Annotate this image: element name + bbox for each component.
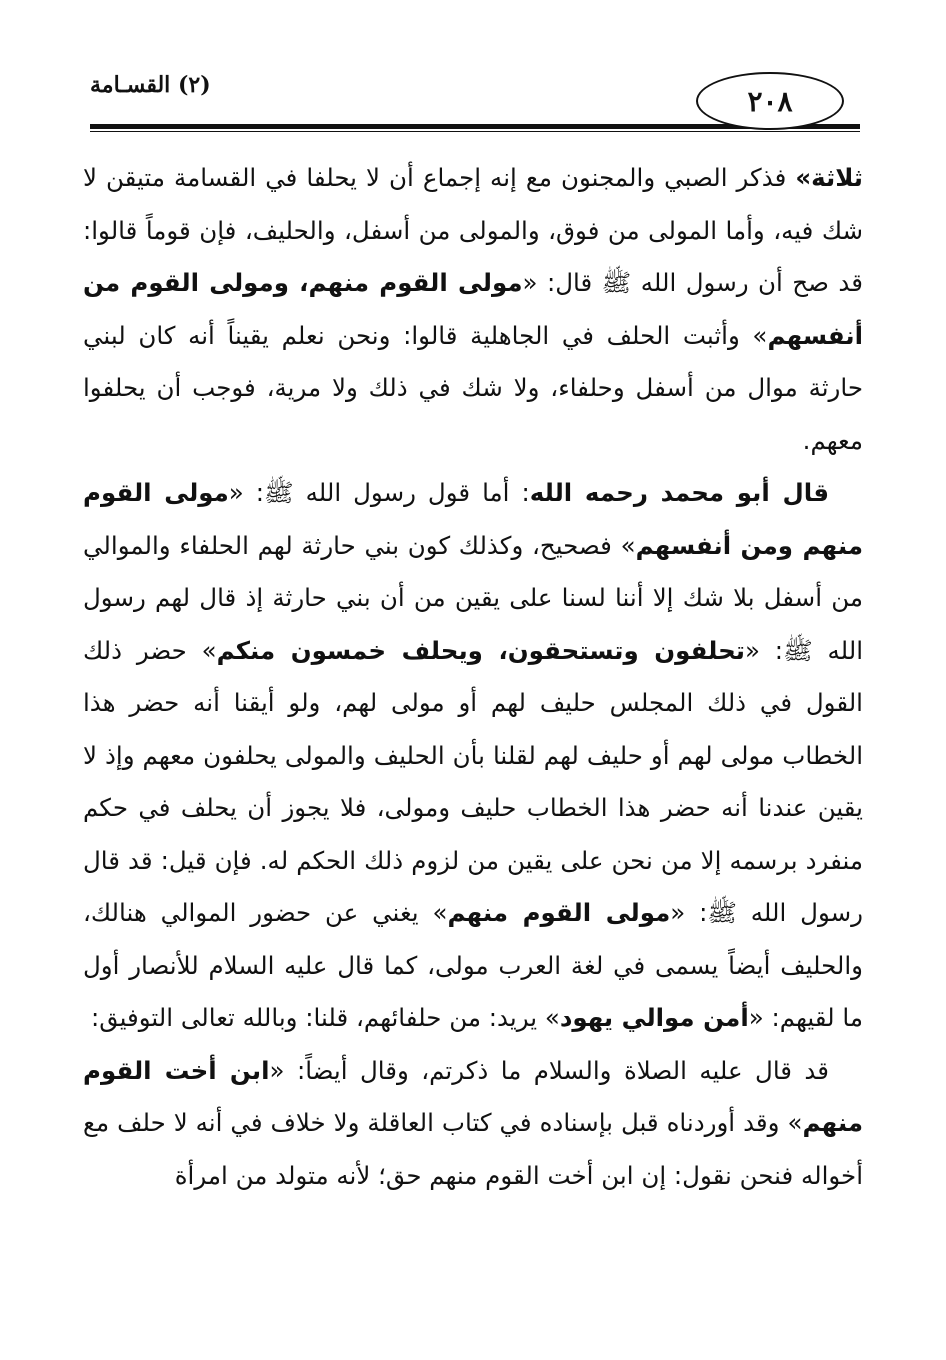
page-header — [90, 62, 860, 134]
bold-text: مولى القوم منهم، ومولى القوم من أنفسهم — [83, 268, 863, 350]
text-run: فذكر الصبي والمجنون مع إنه إجماع أن لا يحلفا في القسامة متيقن لا شك فيه، وأما المولى من فوق، والمولى من أسفل، والحليف، فإن قوماً قالوا: قد صح أن رسول الله ﷺ قال: « — [83, 163, 863, 297]
text-run: » يغني عن حضور الموالي هنالك، والحليف أيضاً يسمى في لغة العرب مولى، كما قال عليه السلام للأنصار أول ما لقيهم: « — [83, 898, 863, 1032]
text-run: » حضر ذلك القول في ذلك المجلس حليف لهم أو مولى لهم، ولو أيقنا أنه حضر هذا الخطاب مولى لهم أو حليف لهم لقلنا بأن الحليف والمولى يحلفون معهم وإذ لا يقين عندنا أنه حضر هذا الخطاب حليف ومولى، فلا يجوز أن يحلف في حكم منفرد برسمه إلا من نحن على يقين من لزوم ذلك الحكم له. فإن قيل: قد قال رسول الله ﷺ: « — [83, 635, 863, 927]
bold-text: ابن أخت القوم منهم — [83, 1055, 863, 1137]
text-run: قد قال عليه الصلاة والسلام ما ذكرتم، وقال أيضاً: « — [269, 1055, 830, 1085]
header-rule-thin — [90, 131, 860, 132]
bold-text: تحلفون وتستحقون، ويحلف خمسون منكم — [216, 635, 745, 665]
bold-text: مولى القوم منهم — [447, 898, 671, 927]
bold-text: قال أبو محمد رحمه الله — [529, 478, 829, 507]
paragraph — [83, 152, 863, 467]
page-number: ٢٠٨ — [696, 72, 844, 130]
body-text — [83, 152, 863, 1202]
text-run: » فصحيح، وكذلك كون بني حارثة لهم الحلفاء والموالي من أسفل بلا شك إلا أننا لسنا على يقين من أن بني حارثة إذ قال لهم رسول الله ﷺ: « — [83, 530, 863, 665]
paragraph — [83, 467, 863, 1045]
running-head: (٢) القسـامة — [90, 72, 211, 98]
bold-text: مولى القوم منهم ومن أنفسهم — [83, 478, 863, 560]
bold-text: ثلاثة» — [795, 163, 863, 192]
text-run: » يريد: من حلفائهم، قلنا: وبالله تعالى التوفيق: — [90, 1003, 560, 1032]
bold-text: أمن موالي يهود — [559, 1003, 749, 1032]
text-run: : أما قول رسول الله ﷺ: « — [228, 478, 530, 507]
text-run: » وقد أوردناه قبل بإسناده في كتاب العاقلة ولا خلاف في أنه لا حلف مع أخواله فنحن نقول: إن ابن أخت القوم منهم حق؛ لأنه متولد من امرأة — [83, 1108, 863, 1190]
paragraph — [83, 1045, 863, 1203]
text-run: » وأثبت الحلف في الجاهلية قالوا: ونحن نعلم يقيناً أنه كان لبني حارثة موال من أسفل وحلفاء، ولا شك في ذلك ولا مرية، فوجب أن يحلفوا معهم. — [83, 320, 863, 455]
